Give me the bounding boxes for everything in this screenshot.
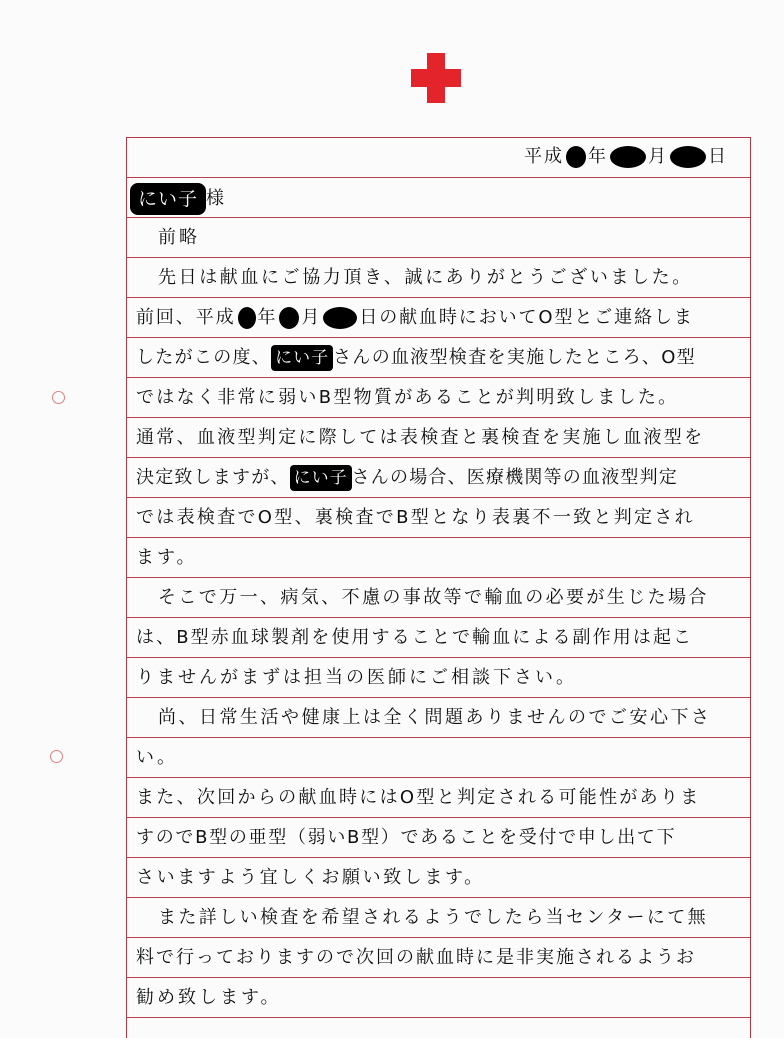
body-line-3: したがこの度、 にい子 さんの血液型検査を実施したところ、O型 <box>136 343 742 373</box>
patient-name: にい子 <box>290 465 352 491</box>
body-line-15: すのでB型の亜型（弱いB型）であることを受付で申し出て下 <box>136 827 677 848</box>
rule-line <box>126 497 750 498</box>
punch-hole-lower <box>50 750 63 763</box>
redacted-day <box>670 146 706 168</box>
date-era: 平成 <box>524 146 564 167</box>
rule-line <box>126 937 750 938</box>
red-cross-logo <box>411 53 461 103</box>
body-line-10: は、B型赤血球製剤を使用することで輸血による副作用は起こ <box>136 627 694 648</box>
greeting: 前略 <box>158 227 200 248</box>
body-line-5: 通常、血液型判定に際しては表検査と裏検査を実施し血液型を <box>136 427 705 448</box>
rule-line <box>126 257 750 258</box>
rule-line <box>126 217 750 218</box>
date-day-unit: 日 <box>708 146 728 167</box>
body-line-8: ます。 <box>136 547 198 568</box>
body-line-1: 先日は献血にご協力頂き、誠にありがとうございました。 <box>158 267 693 288</box>
body-line-9: そこで万一、病気、不慮の事故等で輸血の必要が生じた場合 <box>158 587 709 608</box>
rule-line <box>126 897 750 898</box>
rule-line <box>126 777 750 778</box>
body-line-13: い。 <box>136 747 178 768</box>
rule-line <box>126 577 750 578</box>
date-month-unit: 月 <box>648 146 668 167</box>
recipient-honorific: 様 <box>206 188 228 209</box>
redacted-month <box>279 307 299 329</box>
rule-line <box>126 297 750 298</box>
rule-line <box>126 177 750 178</box>
rule-line <box>126 417 750 418</box>
body-line-12: 尚、日常生活や健康上は全く問題ありませんのでご安心下さ <box>158 707 712 728</box>
rule-line <box>126 857 750 858</box>
rule-line <box>126 537 750 538</box>
body-line-17: また詳しい検査を希望されるようでしたら当センターにて無 <box>158 907 709 928</box>
body-line-19: 勧め致します。 <box>136 987 282 1008</box>
rule-line <box>126 817 750 818</box>
body-line-2: 前回、平成 年 月 日の献血時においてO型とご連絡しま <box>136 307 694 328</box>
rule-line <box>126 977 750 978</box>
redacted-year <box>238 307 256 329</box>
redacted-year <box>566 146 586 168</box>
punch-hole-upper <box>52 391 65 404</box>
body-line-6: 決定致しますが、 にい子 さんの場合、医療機関等の血液型判定 <box>136 463 742 493</box>
rule-line <box>126 617 750 618</box>
rule-line <box>126 697 750 698</box>
body-line-16: さいますよう宜しくお願い致します。 <box>136 867 485 888</box>
body-line-11: りませんがまずは担当の医師にご相談下さい。 <box>136 667 577 688</box>
date-line <box>136 142 742 172</box>
rule-line <box>126 457 750 458</box>
body-line-14: また、次回からの献血時にはO型と判定される可能性がありま <box>136 787 701 808</box>
body-line-4: ではなく非常に弱いB型物質があることが判明致しました。 <box>136 387 679 408</box>
rule-line <box>126 337 750 338</box>
rule-line <box>126 1017 750 1018</box>
recipient-name: にい子 <box>130 183 206 215</box>
body-line-7: では表検査でO型、裏検査でB型となり表裏不一致と判定され <box>136 507 695 528</box>
rule-line <box>126 377 750 378</box>
date-year-unit: 年 <box>588 146 608 167</box>
patient-name: にい子 <box>271 345 333 371</box>
body-line-18: 料で行っておりますので次回の献血時に是非実施されるようお <box>136 947 696 968</box>
rule-line <box>126 657 750 658</box>
redacted-month <box>610 146 646 168</box>
redacted-day <box>323 307 357 329</box>
rule-line <box>126 737 750 738</box>
recipient-line <box>130 183 736 213</box>
